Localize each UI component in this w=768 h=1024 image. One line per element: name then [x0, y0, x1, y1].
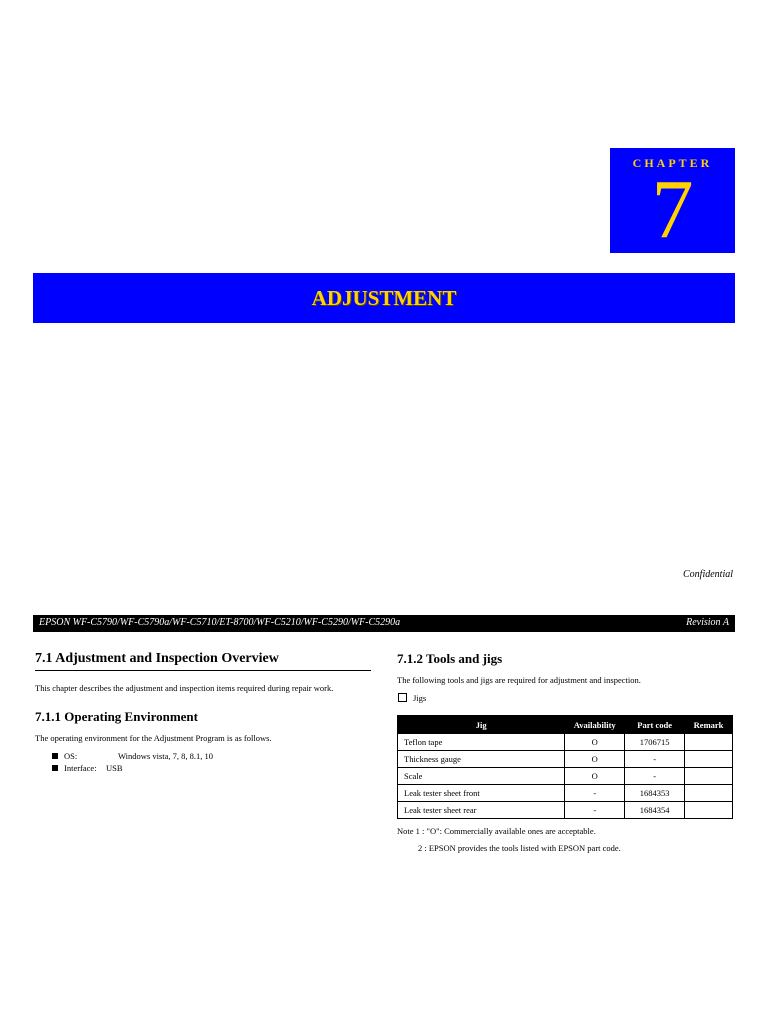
- availability-cell: O: [565, 768, 625, 785]
- availability-cell: O: [565, 751, 625, 768]
- remark-cell: [685, 734, 733, 751]
- header-revision: Revision A: [686, 617, 729, 628]
- table-note-1: Note 1 : "O": Commercially available ones are acceptable.: [397, 826, 596, 836]
- table-row: [398, 768, 733, 785]
- section-7-1-intro: This chapter describes the adjustment and inspection items required during repair work.: [35, 683, 334, 693]
- table-row: [398, 751, 733, 768]
- remark-cell: [685, 785, 733, 802]
- jig-cell: Teflon tape: [398, 734, 565, 751]
- interface-label: Interface:: [64, 763, 97, 773]
- jigs-label: Jigs: [413, 693, 427, 703]
- table-row: [398, 802, 733, 819]
- part-code-cell: 1706715: [625, 734, 685, 751]
- header-models: EPSON WF-C5790/WF-C5790a/WF-C5710/ET-8700/WF-C5210/WF-C5290/WF-C5290a: [39, 617, 401, 628]
- jig-cell: Thickness gauge: [398, 751, 565, 768]
- checkbox-bullet-icon: [398, 693, 407, 702]
- chapter-label: CHAPTER: [632, 156, 713, 170]
- jig-cell: Scale: [398, 768, 565, 785]
- table-note-2: 2 : EPSON provides the tools listed with EPSON part code.: [418, 843, 621, 853]
- chapter-title-bar: [33, 273, 735, 323]
- os-label: OS:: [64, 751, 78, 761]
- part-code-cell: 1684353: [625, 785, 685, 802]
- confidential-label: Confidential: [683, 569, 733, 580]
- jig-cell: Leak tester sheet front: [398, 785, 565, 802]
- jig-cell: Leak tester sheet rear: [398, 802, 565, 819]
- section-7-1-2-heading: 7.1.2 Tools and jigs: [397, 651, 503, 666]
- part-code-cell: -: [625, 768, 685, 785]
- remark-cell: [685, 768, 733, 785]
- column-header-availability: Availability: [565, 716, 625, 734]
- section-7-1-2-intro: The following tools and jigs are required for adjustment and inspection.: [397, 675, 641, 685]
- column-header-remark: Remark: [685, 716, 733, 734]
- column-header-jig: Jig: [398, 716, 565, 734]
- square-bullet-icon: [52, 753, 58, 759]
- list-item: [52, 763, 123, 773]
- remark-cell: [685, 802, 733, 819]
- page-header: [33, 615, 735, 632]
- chapter-title: ADJUSTMENT: [311, 285, 457, 310]
- availability-cell: -: [565, 802, 625, 819]
- section-7-1-1-heading: 7.1.1 Operating Environment: [35, 709, 198, 724]
- column-header-part-code: Part code: [625, 716, 685, 734]
- square-bullet-icon: [52, 765, 58, 771]
- list-item: [52, 751, 213, 761]
- interface-value: USB: [106, 763, 123, 773]
- section-7-1-heading: 7.1 Adjustment and Inspection Overview: [35, 651, 279, 666]
- table-row: [398, 734, 733, 751]
- chapter-badge: [610, 148, 735, 256]
- part-code-cell: 1684354: [625, 802, 685, 819]
- availability-cell: -: [565, 785, 625, 802]
- availability-cell: O: [565, 734, 625, 751]
- os-value: Windows vista, 7, 8, 8.1, 10: [118, 751, 214, 761]
- jigs-table: [397, 715, 733, 819]
- table-row: [398, 785, 733, 802]
- chapter-number: 7: [651, 163, 694, 256]
- section-7-1-1-intro: The operating environment for the Adjustment Program is as follows.: [35, 733, 272, 743]
- section-divider: [35, 670, 371, 671]
- jigs-list-item: [398, 693, 426, 703]
- table-header-row: [398, 716, 733, 734]
- part-code-cell: -: [625, 751, 685, 768]
- remark-cell: [685, 751, 733, 768]
